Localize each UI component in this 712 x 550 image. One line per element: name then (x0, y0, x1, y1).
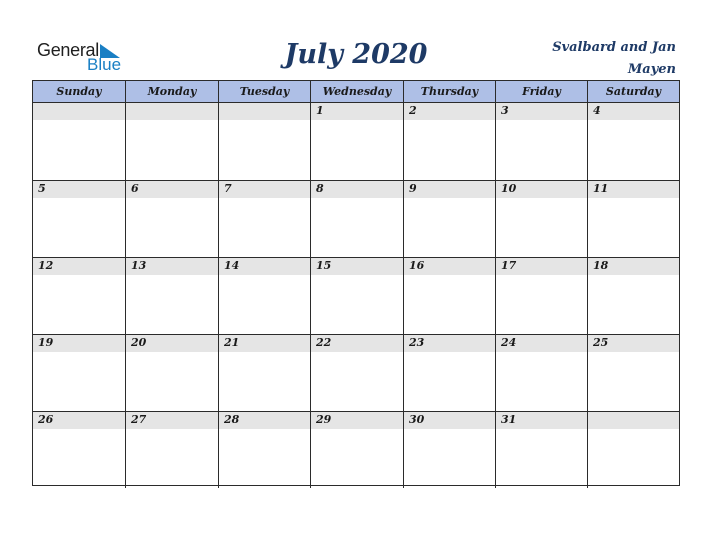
day-cell (125, 412, 218, 488)
day-number-band (496, 335, 587, 352)
day-cell (310, 335, 403, 411)
day-number: 25 (593, 336, 609, 349)
day-number: 31 (501, 413, 517, 426)
day-number-band (311, 335, 403, 352)
day-number: 1 (316, 104, 324, 117)
day-number: 8 (316, 182, 324, 195)
day-number-band (219, 335, 310, 352)
day-number-band (33, 412, 125, 429)
day-number-band (588, 258, 679, 275)
day-cell (310, 103, 403, 180)
day-number: 2 (409, 104, 417, 117)
day-number-band (126, 181, 218, 198)
day-number-band (126, 103, 218, 120)
day-number: 9 (409, 182, 417, 195)
day-number: 7 (224, 182, 232, 195)
day-number: 18 (593, 259, 609, 272)
week-row (33, 257, 679, 334)
day-cell (33, 103, 125, 180)
day-cell (125, 103, 218, 180)
day-number-band (588, 412, 679, 429)
day-number: 3 (501, 104, 509, 117)
day-number-band (311, 181, 403, 198)
day-number: 28 (224, 413, 240, 426)
day-number-band (588, 103, 679, 120)
day-number: 10 (501, 182, 517, 195)
region-name: Svalbard and Jan Mayen (552, 40, 676, 77)
logo-blue-text: Blue (87, 55, 122, 74)
day-cell (587, 258, 679, 334)
weekday-tuesday: Tuesday (218, 81, 310, 102)
day-number: 14 (224, 259, 240, 272)
day-cell (587, 412, 679, 488)
week-row (33, 103, 679, 180)
weekday-sunday: Sunday (56, 85, 102, 98)
day-number-band (219, 103, 310, 120)
day-number-band (219, 181, 310, 198)
day-number: 30 (409, 413, 425, 426)
day-cell (218, 412, 310, 488)
day-number: 4 (593, 104, 601, 117)
day-number: 24 (501, 336, 517, 349)
day-cell (125, 258, 218, 334)
day-number-band (33, 258, 125, 275)
day-cell (495, 258, 587, 334)
day-number-band (311, 258, 403, 275)
day-cell (587, 335, 679, 411)
day-cell (403, 335, 495, 411)
day-number-band (311, 103, 403, 120)
day-cell (218, 258, 310, 334)
day-cell (33, 181, 125, 257)
day-number-band (33, 335, 125, 352)
day-cell (495, 335, 587, 411)
day-cell (33, 412, 125, 488)
day-number: 13 (131, 259, 147, 272)
day-cell (218, 103, 310, 180)
weekday-monday: Monday (125, 81, 218, 102)
weekday-wednesday: Wednesday (310, 81, 403, 102)
day-number-band (588, 335, 679, 352)
day-number: 12 (38, 259, 54, 272)
day-number-band (126, 335, 218, 352)
day-cell (310, 181, 403, 257)
day-number-band (496, 412, 587, 429)
weekday-friday: Friday (495, 81, 587, 102)
calendar-grid (32, 80, 680, 486)
day-cell (403, 103, 495, 180)
day-number-band (126, 258, 218, 275)
day-number-band (219, 258, 310, 275)
day-number: 20 (131, 336, 147, 349)
day-number-band (33, 181, 125, 198)
day-cell (587, 103, 679, 180)
day-cell (33, 258, 125, 334)
day-number: 19 (38, 336, 54, 349)
day-number: 23 (409, 336, 425, 349)
day-cell (310, 412, 403, 488)
day-number-band (311, 412, 403, 429)
day-cell (495, 103, 587, 180)
day-cell (125, 181, 218, 257)
day-number-band (404, 335, 495, 352)
day-cell (218, 181, 310, 257)
day-number: 16 (409, 259, 425, 272)
day-number: 29 (316, 413, 332, 426)
day-cell (125, 335, 218, 411)
day-number: 27 (131, 413, 147, 426)
day-number-band (126, 412, 218, 429)
day-number-band (404, 181, 495, 198)
day-number: 5 (38, 182, 46, 195)
day-number-band (496, 103, 587, 120)
week-row (33, 334, 679, 411)
day-cell (587, 181, 679, 257)
day-number-band (404, 258, 495, 275)
day-cell (403, 258, 495, 334)
day-cell (403, 181, 495, 257)
day-cell (403, 412, 495, 488)
week-row (33, 411, 679, 488)
day-number-band (404, 412, 495, 429)
day-cell (218, 335, 310, 411)
day-number-band (496, 258, 587, 275)
weekday-saturday: Saturday (587, 81, 679, 102)
calendar-title: July 2020 (284, 39, 428, 70)
weekday-header-row (33, 81, 679, 103)
day-number-band (496, 181, 587, 198)
day-number: 6 (131, 182, 139, 195)
day-number: 21 (224, 336, 240, 349)
logo-general-text: General (37, 40, 99, 60)
day-cell (33, 335, 125, 411)
day-cell (495, 181, 587, 257)
day-cell (310, 258, 403, 334)
day-number-band (588, 181, 679, 198)
day-cell (495, 412, 587, 488)
week-row (33, 180, 679, 257)
day-number: 11 (593, 182, 609, 195)
day-number-band (219, 412, 310, 429)
day-number: 26 (38, 413, 54, 426)
day-number: 15 (316, 259, 332, 272)
day-number: 22 (316, 336, 332, 349)
day-number-band (33, 103, 125, 120)
day-number: 17 (501, 259, 517, 272)
day-number-band (404, 103, 495, 120)
weekday-thursday: Thursday (403, 81, 495, 102)
